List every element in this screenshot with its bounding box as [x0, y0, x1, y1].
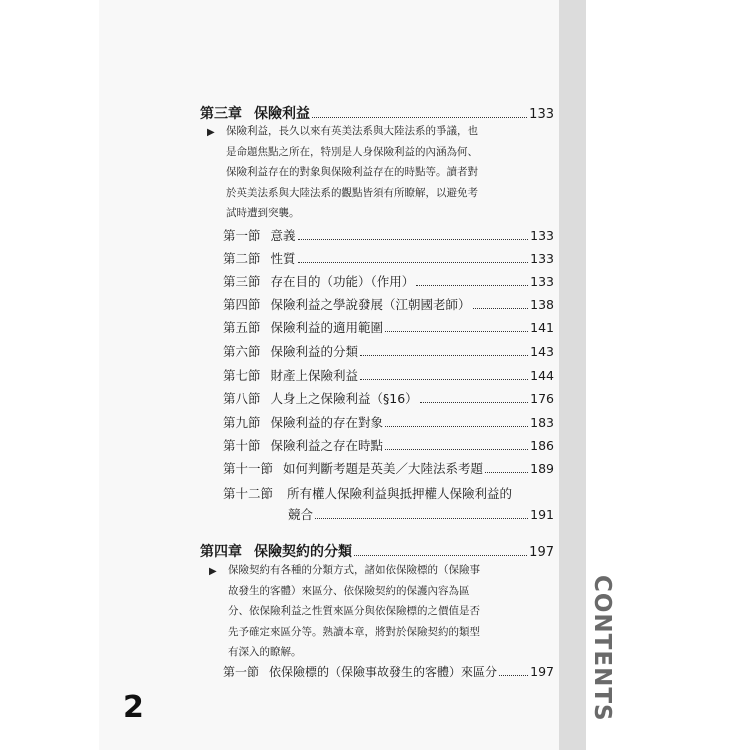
- chapter-title: 保險契約的分類: [254, 544, 352, 560]
- section-title: 財產上保險利益: [270, 368, 359, 383]
- section-title: 如何判斷考題是英美／大陸法系考題: [283, 461, 484, 476]
- section-label: 第十節: [223, 438, 261, 453]
- section-entry[interactable]: [223, 342, 554, 360]
- section-page: 197: [530, 664, 554, 679]
- section-page: 183: [530, 415, 554, 430]
- section-title: 保險利益之存在時點: [270, 438, 384, 453]
- section-label: 第二節: [223, 251, 261, 266]
- dot-leader: [473, 307, 529, 309]
- section-title: 意義: [270, 228, 296, 243]
- section-label: 第五節: [223, 320, 261, 335]
- section-entry[interactable]: [223, 413, 554, 431]
- section-page: 138: [530, 297, 554, 312]
- section-entry[interactable]: [223, 249, 554, 267]
- section-title: 保險利益的分類: [270, 344, 359, 359]
- description-line: 於英美法系與大陸法系的觀點皆須有所瞭解，以避免考: [226, 186, 478, 199]
- section-page: 186: [530, 438, 554, 453]
- dot-leader: [315, 518, 528, 519]
- dot-leader: [499, 674, 528, 676]
- section-title: 依保險標的（保險事故發生的客體）來區分: [269, 665, 498, 679]
- section-title: 性質: [270, 251, 296, 266]
- chapter-heading[interactable]: [200, 541, 554, 561]
- section-title: 人身上之保險利益（§16）: [270, 391, 418, 406]
- dot-leader: [360, 354, 528, 356]
- arrow-bullet-icon: ▶: [207, 127, 215, 138]
- dot-leader: [416, 284, 528, 286]
- description-line: 有深入的瞭解。: [228, 646, 302, 658]
- contents-side-tab: CONTENTS: [589, 575, 615, 722]
- dot-leader: [385, 448, 528, 450]
- description-line: 試時遭到突襲。: [226, 207, 300, 219]
- section-page: 144: [530, 368, 554, 383]
- page-number: 2: [123, 690, 144, 725]
- section-title-continued: 競合: [288, 507, 314, 522]
- section-entry[interactable]: [223, 663, 554, 680]
- section-entry[interactable]: [223, 484, 554, 523]
- section-label: 第七節: [223, 368, 261, 383]
- dot-leader: [354, 554, 527, 556]
- dot-leader: [312, 116, 527, 118]
- section-title: 所有權人保險利益與抵押權人保險利益的: [287, 486, 513, 501]
- dot-leader: [420, 401, 528, 403]
- dot-leader: [298, 261, 529, 263]
- section-page: 133: [530, 274, 554, 289]
- chapter-title: 保險利益: [254, 106, 310, 122]
- section-page: 133: [530, 228, 554, 243]
- dot-leader: [485, 471, 528, 473]
- description-line: 是命題焦點之所在，特別是人身保險利益的內涵為何、: [226, 145, 478, 158]
- section-label: 第一節: [223, 665, 260, 679]
- description-line: 保險利益，長久以來有英美法系與大陸法系的爭議，也: [226, 125, 478, 137]
- section-entry[interactable]: [223, 295, 554, 313]
- section-page: 191: [530, 507, 554, 522]
- description-line: 故發生的客體）來區分、依保險契約的保護內容為區: [228, 584, 470, 597]
- section-label: 第一節: [223, 228, 261, 243]
- section-label: 第九節: [223, 415, 261, 430]
- section-label: 第十一節: [223, 461, 274, 476]
- chapter-heading[interactable]: [200, 103, 554, 123]
- section-label: 第三節: [223, 274, 261, 289]
- section-entry[interactable]: [223, 272, 554, 290]
- section-entry[interactable]: [223, 226, 554, 244]
- section-entry[interactable]: [223, 318, 554, 336]
- description-line: 分、依保險利益之性質來區分與依保險標的之價值是否: [228, 605, 480, 617]
- description-line: 保險契約有各種的分類方式，諸如依保險標的（保險事: [228, 564, 480, 576]
- section-entry[interactable]: [223, 389, 554, 407]
- dot-leader: [385, 330, 528, 332]
- section-label: 第六節: [223, 344, 261, 359]
- description-line: 保險利益存在的對象與保險利益存在的時點等。讀者對: [226, 166, 478, 178]
- chapter-description: [226, 121, 478, 224]
- section-page: 141: [530, 320, 554, 335]
- arrow-bullet-icon: ▶: [209, 566, 217, 577]
- dot-leader: [298, 238, 529, 240]
- section-title: 保險利益之學說發展（江朝國老師）: [270, 297, 471, 312]
- side-strip: [559, 0, 586, 750]
- section-page: 143: [530, 344, 554, 359]
- section-label: 第十二節: [223, 486, 274, 501]
- section-entry[interactable]: [223, 459, 554, 477]
- chapter-page: 133: [529, 107, 554, 122]
- dot-leader: [360, 378, 528, 380]
- dot-leader: [385, 425, 528, 427]
- section-entry[interactable]: [223, 366, 554, 384]
- section-label: 第八節: [223, 391, 261, 406]
- section-title: 保險利益的存在對象: [270, 415, 384, 430]
- chapter-label: 第三章: [200, 106, 242, 122]
- section-entry[interactable]: [223, 436, 554, 454]
- section-label: 第四節: [223, 297, 261, 312]
- description-line: 先予確定來區分等。熟讀本章，將對於保險契約的類型: [228, 625, 480, 638]
- section-title: 保險利益的適用範圍: [270, 320, 384, 335]
- section-page: 189: [530, 461, 554, 476]
- chapter-description: [228, 560, 480, 663]
- section-title: 存在目的（功能）（作用）: [270, 274, 415, 289]
- section-page: 133: [530, 251, 554, 266]
- section-page: 176: [530, 391, 554, 406]
- chapter-label: 第四章: [200, 544, 242, 560]
- chapter-page: 197: [529, 545, 554, 560]
